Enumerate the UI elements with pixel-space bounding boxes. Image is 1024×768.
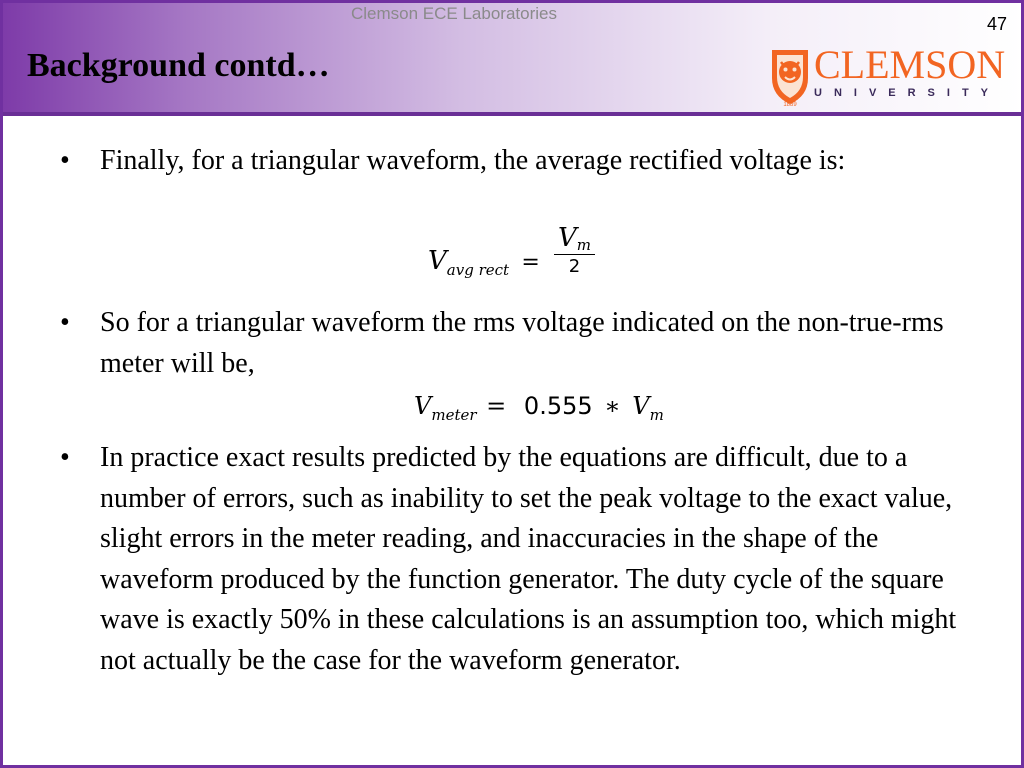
- eq1-num-subscript: m: [576, 236, 592, 254]
- bullet-text-2: So for a triangular waveform the rms voltage indicated on the non-true-rms meter will be,: [100, 307, 944, 379]
- lab-title: Clemson ECE Laboratories: [351, 4, 557, 23]
- logo-year: 1889: [783, 102, 797, 108]
- eq1-lhs-subscript: avg rect: [446, 261, 510, 279]
- eq2-rhs-subscript: m: [649, 406, 664, 424]
- logo-subtitle: UNIVERSITY: [814, 87, 1001, 99]
- eq2-lhs-symbol: V: [414, 392, 432, 420]
- eq1-lhs-symbol: V: [428, 246, 447, 276]
- equation-avg-rect: [428, 223, 595, 289]
- eq1-equals: =: [521, 250, 540, 275]
- eq1-fraction: [554, 225, 595, 279]
- slide-title: Background contd…: [27, 47, 330, 84]
- slide-header: [0, 0, 1024, 116]
- bullet-marker: •: [60, 442, 70, 473]
- eq1-num-symbol: V: [558, 223, 577, 253]
- page-number: 47: [986, 14, 1007, 34]
- eq2-rhs-symbol: V: [632, 392, 650, 420]
- slide-body: [0, 116, 1024, 768]
- eq2-equals: =: [486, 392, 507, 420]
- bullet-marker: •: [60, 145, 70, 176]
- tiger-shield-icon: [768, 44, 812, 108]
- bullet-text-1: Finally, for a triangular waveform, the average rectified voltage is:: [100, 145, 846, 176]
- logo-wordmark: CLEMSON: [814, 42, 1006, 87]
- bullet-marker: •: [60, 307, 70, 338]
- eq1-denominator: 2: [568, 256, 581, 277]
- eq2-operator: ∗: [604, 392, 621, 420]
- equation-meter: [414, 392, 664, 424]
- eq2-lhs-subscript: meter: [431, 406, 477, 424]
- bullet-text-3: In practice exact results predicted by the equations are difficult, due to a number of errors, such as inability to set the peak voltage to the exact value, slight errors in the meter reading, and inaccuracies in the shape of the waveform produced by the function generator. The duty cycle of the square wave is exactly 50% in these calculations is an assumption too, which might not actually be the case for the waveform generator.: [100, 442, 957, 676]
- clemson-logo: [768, 44, 1018, 108]
- eq2-coefficient: 0.555: [523, 392, 593, 420]
